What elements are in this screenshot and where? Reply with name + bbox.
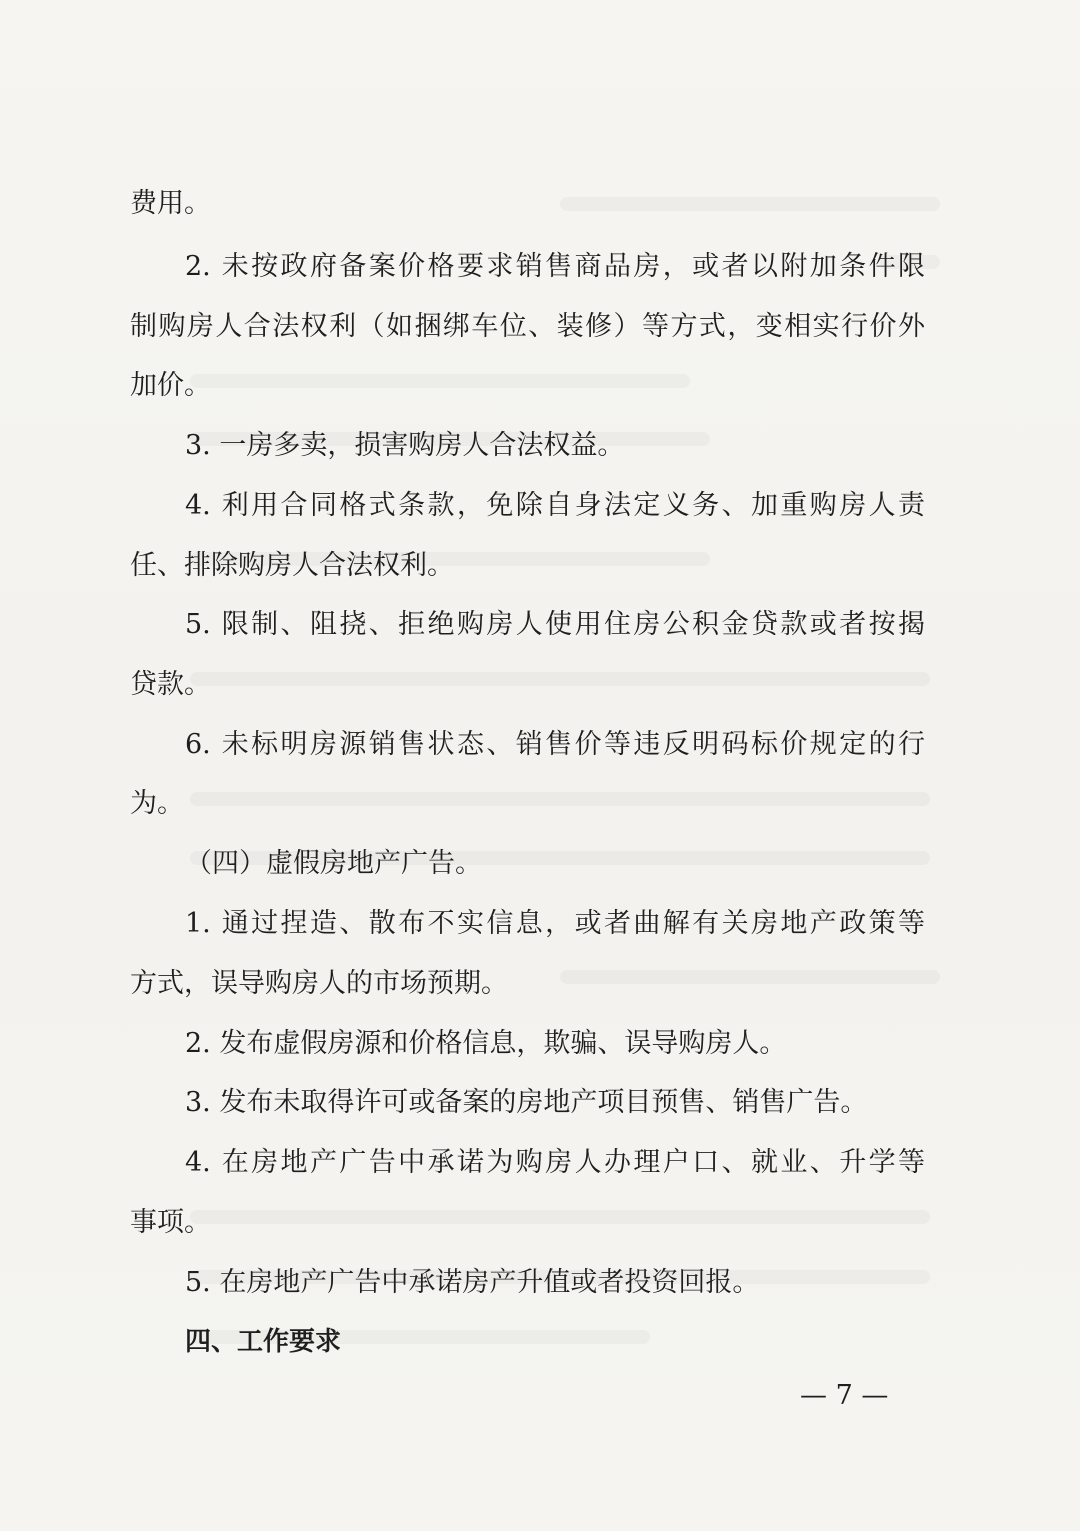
list-item-text: 3. 发布未取得许可或备案的房地产项目预售、销售广告。	[185, 1087, 868, 1118]
chapter-heading: 四、工作要求	[185, 1327, 342, 1357]
body-text-line: 事项。	[130, 1207, 211, 1238]
page-number: — 7 —	[800, 1380, 889, 1411]
list-item-text: 5. 在房地产广告中承诺房产升值或者投资回报。	[185, 1267, 760, 1298]
list-item-text: 4. 在房地产广告中承诺为购房人办理户口、就业、升学等	[185, 1147, 925, 1178]
body-text-line: 加价。	[130, 370, 211, 401]
list-item-text: 2. 未按政府备案价格要求销售商品房，或者以附加条件限	[185, 251, 925, 282]
body-text-line: 为。	[130, 788, 184, 819]
list-item-text: 3. 一房多卖，损害购房人合法权益。	[185, 430, 625, 461]
list-item-text: 2. 发布虚假房源和价格信息，欺骗、误导购房人。	[185, 1028, 787, 1059]
list-item-text: 1. 通过捏造、散布不实信息，或者曲解有关房地产政策等	[185, 908, 925, 939]
list-item-text: 4. 利用合同格式条款，免除自身法定义务、加重购房人责	[185, 490, 925, 521]
section-heading: （四）虚假房地产广告。	[185, 848, 482, 879]
body-text-line: 制购房人合法权利（如捆绑车位、装修）等方式，变相实行价外	[130, 311, 925, 342]
list-item-text: 5. 限制、阻挠、拒绝购房人使用住房公积金贷款或者按揭	[185, 609, 925, 640]
body-text-line: 贷款。	[130, 669, 211, 700]
list-item-text: 6. 未标明房源销售状态、销售价等违反明码标价规定的行	[185, 729, 925, 760]
body-text-line: 方式，误导购房人的市场预期。	[130, 968, 508, 999]
body-text-line: 费用。	[130, 188, 211, 219]
body-text-line: 任、排除购房人合法权利。	[130, 550, 454, 581]
